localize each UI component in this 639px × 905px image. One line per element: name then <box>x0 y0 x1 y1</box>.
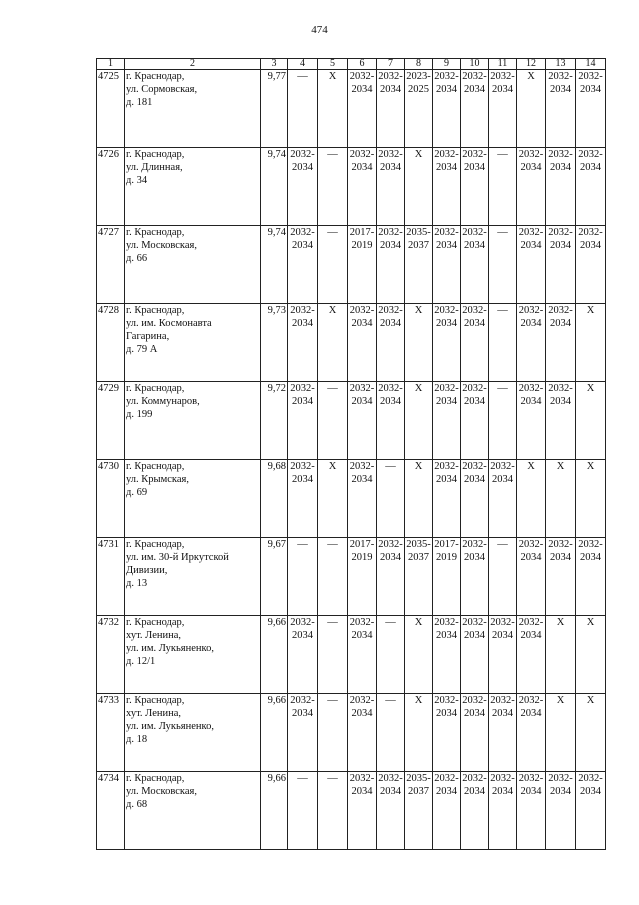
period-cell: — <box>489 382 517 460</box>
period-cell: Х <box>405 460 433 538</box>
period-cell: — <box>489 538 517 616</box>
header-cell: 12 <box>517 59 546 70</box>
address-line: г. Краснодар, <box>126 383 185 394</box>
period-cell: 2032- 2034 <box>576 148 606 226</box>
period-cell: Х <box>318 304 348 382</box>
address-line: г. Краснодар, <box>126 305 185 316</box>
address-line: г. Краснодар, <box>126 227 185 238</box>
period-cell: 2032- 2034 <box>546 538 576 616</box>
header-cell: 8 <box>405 59 433 70</box>
period-cell: Х <box>576 304 606 382</box>
period-cell: 2032- 2034 <box>288 148 318 226</box>
address-line: ул. им. 30-й Иркутской <box>126 552 229 563</box>
row-number: 4733 <box>97 694 125 772</box>
address-line: хут. Ленина, <box>126 630 182 641</box>
address-line: г. Краснодар, <box>126 695 185 706</box>
period-cell: 2032- 2034 <box>377 304 405 382</box>
period-cell: 2023- 2025 <box>405 70 433 148</box>
period-cell: 2032- 2034 <box>433 226 461 304</box>
header-cell: 7 <box>377 59 405 70</box>
address-line: ул. им. Лукьяненко, <box>126 721 214 732</box>
period-cell: Х <box>405 694 433 772</box>
period-cell: — <box>318 226 348 304</box>
period-cell: 2032- 2034 <box>517 304 546 382</box>
period-cell: 2032- 2034 <box>288 616 318 694</box>
address-line: хут. Ленина, <box>126 708 182 719</box>
period-cell: 2032- 2034 <box>517 772 546 850</box>
header-cell: 6 <box>348 59 377 70</box>
table-row <box>97 460 606 538</box>
period-cell: 2032- 2034 <box>377 772 405 850</box>
period-cell: Х <box>576 460 606 538</box>
period-cell: — <box>377 616 405 694</box>
table-row <box>97 226 606 304</box>
period-cell: Х <box>517 460 546 538</box>
row-number: 4728 <box>97 304 125 382</box>
period-cell: 2032- 2034 <box>461 538 489 616</box>
address-line: д. 34 <box>126 175 148 186</box>
table-row <box>97 616 606 694</box>
address-cell <box>125 70 261 148</box>
address-line: г. Краснодар, <box>126 149 185 160</box>
period-cell: 2032- 2034 <box>461 616 489 694</box>
header-cell: 11 <box>489 59 517 70</box>
address-line: д. 12/1 <box>126 656 156 667</box>
page-number: 474 <box>311 24 328 36</box>
address-cell <box>125 772 261 850</box>
row-number: 4729 <box>97 382 125 460</box>
address-cell <box>125 304 261 382</box>
table-row <box>97 694 606 772</box>
period-cell: — <box>288 772 318 850</box>
period-cell: 2032- 2034 <box>489 694 517 772</box>
address-cell <box>125 382 261 460</box>
period-cell: 2032- 2034 <box>377 538 405 616</box>
address-line: ул. Московская, <box>126 786 197 797</box>
value-cell: 9,72 <box>261 382 288 460</box>
value-cell: 9,66 <box>261 694 288 772</box>
period-cell: 2032- 2034 <box>461 148 489 226</box>
period-cell: — <box>489 226 517 304</box>
header-cell: 2 <box>125 59 261 70</box>
period-cell: 2032- 2034 <box>461 460 489 538</box>
period-cell: 2017- 2019 <box>433 538 461 616</box>
period-cell: 2032- 2034 <box>461 694 489 772</box>
period-cell: 2032- 2034 <box>433 694 461 772</box>
address-line: Гагарина, <box>126 331 170 342</box>
header-row <box>97 59 606 70</box>
period-cell: 2032- 2034 <box>461 226 489 304</box>
period-cell: 2032- 2034 <box>576 226 606 304</box>
table-row <box>97 70 606 148</box>
table-row <box>97 148 606 226</box>
header-cell: 3 <box>261 59 288 70</box>
period-cell: Х <box>546 694 576 772</box>
period-cell: Х <box>405 382 433 460</box>
period-cell: 2032- 2034 <box>348 694 377 772</box>
period-cell: 2032- 2034 <box>546 226 576 304</box>
period-cell: — <box>489 148 517 226</box>
period-cell: 2035- 2037 <box>405 226 433 304</box>
period-cell: 2032- 2034 <box>348 148 377 226</box>
value-cell: 9,67 <box>261 538 288 616</box>
row-number: 4725 <box>97 70 125 148</box>
period-cell: 2032- 2034 <box>377 148 405 226</box>
address-line: д. 66 <box>126 253 148 264</box>
table-row <box>97 772 606 850</box>
period-cell: 2032- 2034 <box>433 772 461 850</box>
period-cell: 2032- 2034 <box>461 70 489 148</box>
address-line: ул. Длинная, <box>126 162 183 173</box>
address-line: д. 13 <box>126 578 148 589</box>
period-cell: 2017- 2019 <box>348 538 377 616</box>
period-cell: 2032- 2034 <box>489 460 517 538</box>
period-cell: Х <box>405 304 433 382</box>
period-cell: 2032- 2034 <box>576 70 606 148</box>
period-cell: — <box>318 616 348 694</box>
period-cell: 2032- 2034 <box>433 148 461 226</box>
period-cell: 2032- 2034 <box>461 382 489 460</box>
period-cell: 2032- 2034 <box>546 772 576 850</box>
address-line: г. Краснодар, <box>126 617 185 628</box>
period-cell: 2032- 2034 <box>288 382 318 460</box>
period-cell: — <box>318 538 348 616</box>
period-cell: — <box>318 148 348 226</box>
period-cell: — <box>288 70 318 148</box>
period-cell: 2032- 2034 <box>433 460 461 538</box>
table-row <box>97 304 606 382</box>
period-cell: 2032- 2034 <box>288 304 318 382</box>
address-line: г. Краснодар, <box>126 461 185 472</box>
period-cell: 2032- 2034 <box>489 772 517 850</box>
period-cell: 2032- 2034 <box>348 70 377 148</box>
address-cell <box>125 616 261 694</box>
address-line: д. 18 <box>126 734 148 745</box>
period-cell: — <box>318 382 348 460</box>
address-line: д. 79 А <box>126 344 158 355</box>
value-cell: 9,74 <box>261 148 288 226</box>
value-cell: 9,66 <box>261 616 288 694</box>
period-cell: 2032- 2034 <box>288 460 318 538</box>
period-cell: 2032- 2034 <box>461 304 489 382</box>
address-line: ул. им. Лукьяненко, <box>126 643 214 654</box>
period-cell: Х <box>576 694 606 772</box>
period-cell: 2032- 2034 <box>576 538 606 616</box>
period-cell: 2032- 2034 <box>489 70 517 148</box>
address-line: ул. Крымская, <box>126 474 189 485</box>
header-cell: 9 <box>433 59 461 70</box>
period-cell: 2032- 2034 <box>461 772 489 850</box>
value-cell: 9,66 <box>261 772 288 850</box>
period-cell: 2032- 2034 <box>377 70 405 148</box>
row-number: 4727 <box>97 226 125 304</box>
period-cell: 2032- 2034 <box>348 772 377 850</box>
period-cell: 2032- 2034 <box>576 772 606 850</box>
period-cell: 2032- 2034 <box>288 694 318 772</box>
period-cell: 2032- 2034 <box>348 460 377 538</box>
address-line: ул. Коммунаров, <box>126 396 200 407</box>
address-cell <box>125 538 261 616</box>
address-cell <box>125 226 261 304</box>
period-cell: 2035- 2037 <box>405 538 433 616</box>
address-cell <box>125 148 261 226</box>
period-cell: 2032- 2034 <box>546 70 576 148</box>
address-line: Дивизии, <box>126 565 168 576</box>
period-cell: 2032- 2034 <box>433 382 461 460</box>
header-cell: 14 <box>576 59 606 70</box>
value-cell: 9,77 <box>261 70 288 148</box>
data-table <box>96 58 606 850</box>
period-cell: 2032- 2034 <box>377 382 405 460</box>
period-cell: 2032- 2034 <box>489 616 517 694</box>
address-cell <box>125 694 261 772</box>
period-cell: Х <box>576 382 606 460</box>
period-cell: 2032- 2034 <box>377 226 405 304</box>
period-cell: 2032- 2034 <box>433 304 461 382</box>
address-line: ул. Московская, <box>126 240 197 251</box>
address-line: д. 68 <box>126 799 148 810</box>
period-cell: 2032- 2034 <box>517 694 546 772</box>
address-line: ул. им. Космонавта <box>126 318 212 329</box>
header-cell: 4 <box>288 59 318 70</box>
period-cell: 2032- 2034 <box>517 616 546 694</box>
period-cell: 2032- 2034 <box>348 616 377 694</box>
period-cell: — <box>377 694 405 772</box>
address-line: г. Краснодар, <box>126 71 185 82</box>
row-number: 4734 <box>97 772 125 850</box>
period-cell: — <box>288 538 318 616</box>
period-cell: 2032- 2034 <box>348 382 377 460</box>
period-cell: Х <box>318 70 348 148</box>
value-cell: 9,74 <box>261 226 288 304</box>
row-number: 4730 <box>97 460 125 538</box>
period-cell: Х <box>517 70 546 148</box>
address-line: ул. Сормовская, <box>126 84 198 95</box>
table-row <box>97 538 606 616</box>
period-cell: — <box>318 694 348 772</box>
period-cell: 2017- 2019 <box>348 226 377 304</box>
value-cell: 9,68 <box>261 460 288 538</box>
header-cell: 10 <box>461 59 489 70</box>
header-cell: 13 <box>546 59 576 70</box>
period-cell: Х <box>576 616 606 694</box>
header-cell: 1 <box>97 59 125 70</box>
row-number: 4731 <box>97 538 125 616</box>
period-cell: — <box>489 304 517 382</box>
row-number: 4732 <box>97 616 125 694</box>
address-line: д. 199 <box>126 409 153 420</box>
period-cell: 2032- 2034 <box>433 70 461 148</box>
period-cell: 2032- 2034 <box>348 304 377 382</box>
period-cell: 2032- 2034 <box>546 148 576 226</box>
period-cell: 2035- 2037 <box>405 772 433 850</box>
period-cell: — <box>318 772 348 850</box>
address-line: д. 181 <box>126 97 153 108</box>
period-cell: Х <box>405 616 433 694</box>
value-cell: 9,73 <box>261 304 288 382</box>
period-cell: 2032- 2034 <box>517 382 546 460</box>
address-line: г. Краснодар, <box>126 539 185 550</box>
header-cell: 5 <box>318 59 348 70</box>
period-cell: Х <box>546 460 576 538</box>
address-line: д. 69 <box>126 487 148 498</box>
period-cell: 2032- 2034 <box>517 148 546 226</box>
period-cell: 2032- 2034 <box>546 382 576 460</box>
period-cell: Х <box>405 148 433 226</box>
table-row <box>97 382 606 460</box>
row-number: 4726 <box>97 148 125 226</box>
address-cell <box>125 460 261 538</box>
period-cell: 2032- 2034 <box>517 538 546 616</box>
period-cell: 2032- 2034 <box>517 226 546 304</box>
period-cell: — <box>377 460 405 538</box>
period-cell: 2032- 2034 <box>546 304 576 382</box>
period-cell: Х <box>318 460 348 538</box>
period-cell: 2032- 2034 <box>433 616 461 694</box>
period-cell: 2032- 2034 <box>288 226 318 304</box>
address-line: г. Краснодар, <box>126 773 185 784</box>
period-cell: Х <box>546 616 576 694</box>
